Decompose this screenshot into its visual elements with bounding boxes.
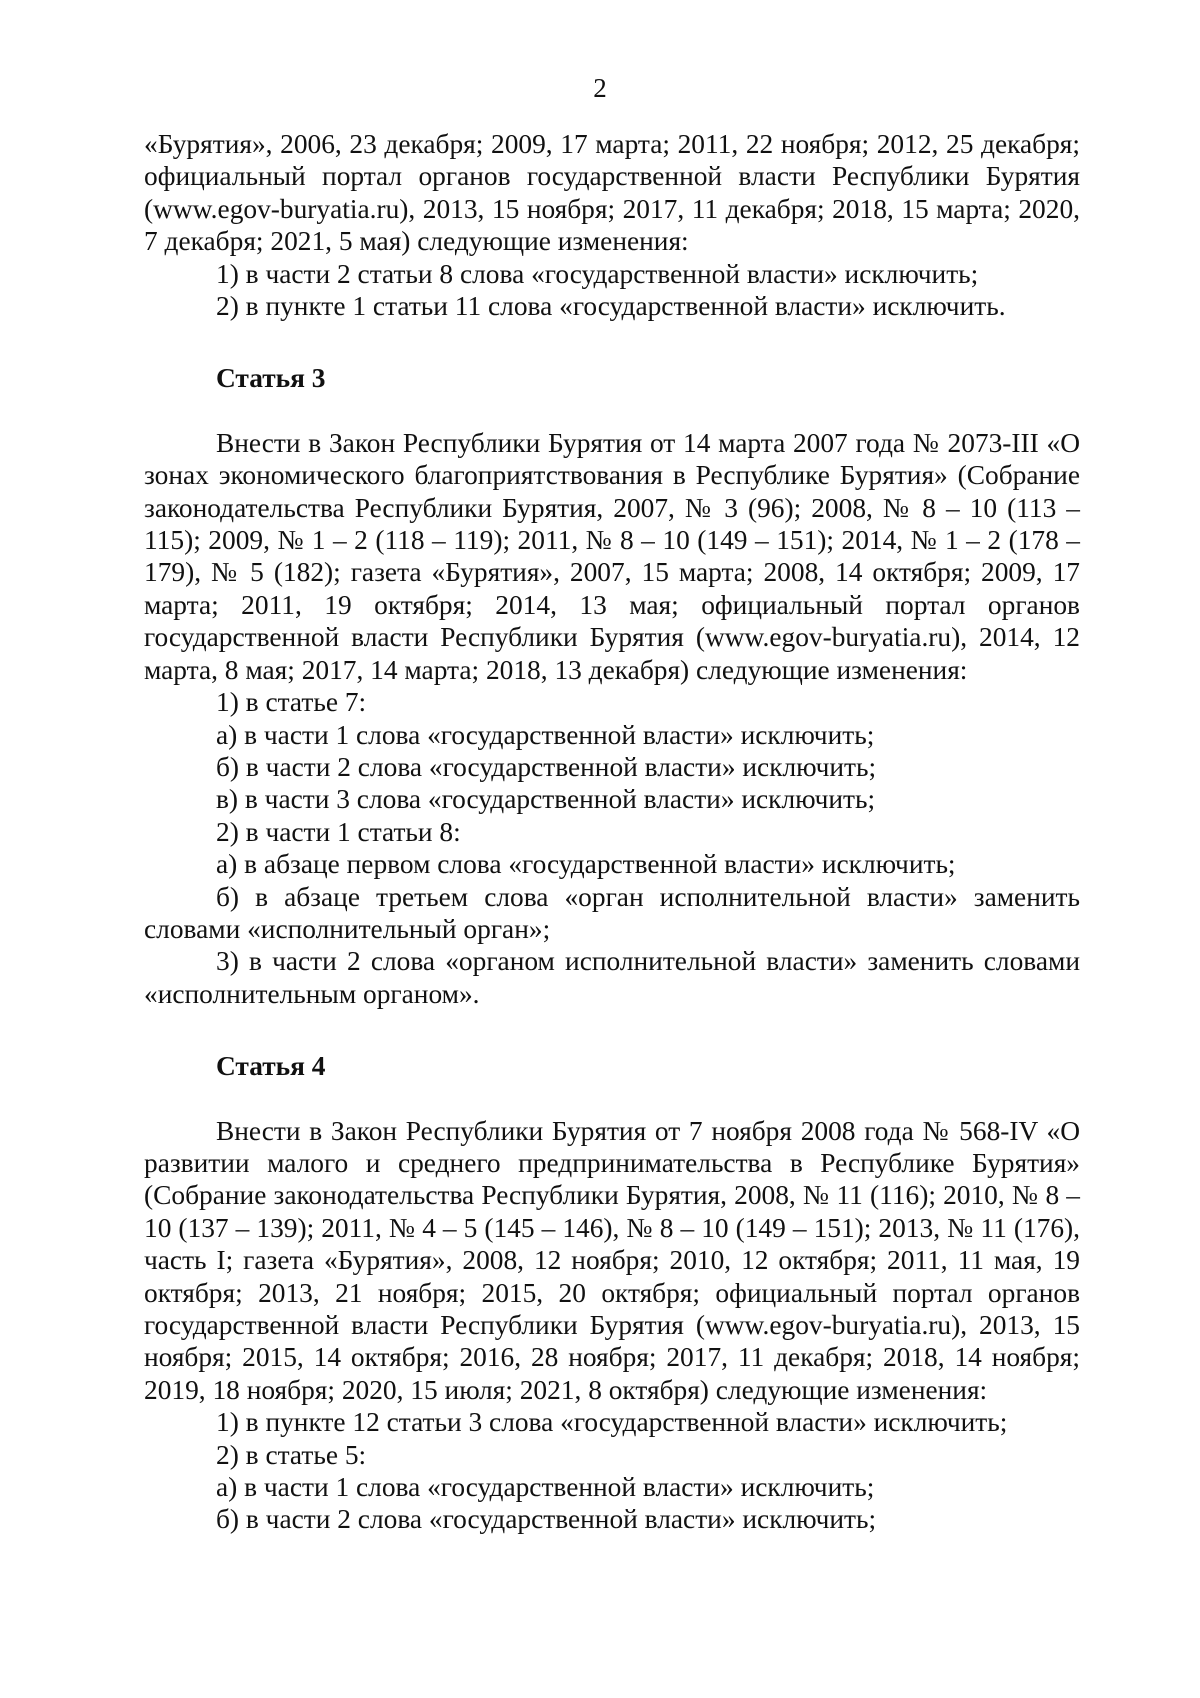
article-3-item: б) в абзаце третьем слова «орган исполнительной власти» заменить словами «исполнительный орган»; xyxy=(144,881,1080,944)
article-3-item: б) в части 2 слова «государственной власти» исключить; xyxy=(216,751,877,782)
article-4-text: Внести в Закон Республики Бурятия от 7 ноября 2008 года № 568-IV «О развитии малого и среднего предпринимательства в Республике Бурятия» (Собрание законодательства Республики Бурятия, 2008, № 11 (116); 2010, № 8 – 10 (137 – 139); 2011, № 4 – 5 (145 – 146), № 8 – 10 (149 – 151); 2013, № 11 (176), часть I; газета «Бурятия», 2008, 12 ноября; 2010, 12 октября; 2011, 11 мая, 19 октября; 2013, 21 ноября; 2015, 20 октября; официальный портал органов государственной власти Республики Бурятия (www.egov-buryatia.ru), 2013, 15 ноября; 2015, 14 октября; 2016, 28 ноября; 2017, 11 декабря; 2018, 14 ноября; 2019, 18 ноября; 2020, 15 июля; 2021, 8 октября) следующие изменения: xyxy=(144,1115,1080,1405)
article-4-item: 1) в пункте 12 статьи 3 слова «государственной власти» исключить; xyxy=(216,1407,1008,1438)
intro-continuation: «Бурятия», 2006, 23 декабря; 2009, 17 марта; 2011, 22 ноября; 2012, 25 декабря; официальный портал органов государственной власти Республики Бурятия (www.egov-buryatia.ru), 2013, 15 ноября; 2017, 11 декабря; 2018, 15 марта; 2020, 7 декабря; 2021, 5 мая) следующие изменения: xyxy=(144,129,1080,257)
article-3-item: 3) в части 2 слова «органом исполнительной власти» заменить словами «исполнительным органом». xyxy=(144,946,1080,1009)
document-body xyxy=(144,128,1080,1536)
article-3-item: 1) в статье 7: xyxy=(216,687,367,718)
article-3-item: 2) в части 1 статьи 8: xyxy=(216,816,461,847)
article-4-item: 2) в статье 5: xyxy=(216,1439,367,1470)
article-3-item: в) в части 3 слова «государственной власти» исключить; xyxy=(216,784,876,815)
article-3-text: Внести в Закон Республики Бурятия от 14 марта 2007 года № 2073-III «О зонах экономического благоприятствования в Республике Бурятия» (Собрание законодательства Республики Бурятия, 2007, № 3 (96); 2008, № 8 – 10 (113 – 115); 2009, № 1 – 2 (118 – 119); 2011, № 8 – 10 (149 – 151); 2014, № 1 – 2 (178 – 179), № 5 (182); газета «Бурятия», 2007, 15 марта; 2008, 14 октября; 2009, 17 марта; 2011, 19 октября; 2014, 13 мая; официальный портал органов государственной власти Республики Бурятия (www.egov-buryatia.ru), 2014, 12 марта, 8 мая; 2017, 14 марта; 2018, 13 декабря) следующие изменения: xyxy=(144,427,1080,685)
article-3-item: а) в абзаце первом слова «государственной власти» исключить; xyxy=(216,849,956,880)
intro-item: 1) в части 2 статьи 8 слова «государственной власти» исключить; xyxy=(216,258,979,289)
page-number: 2 xyxy=(593,73,607,103)
article-4-heading: Статья 4 xyxy=(216,1051,326,1082)
article-4-item: б) в части 2 слова «государственной власти» исключить; xyxy=(216,1504,877,1535)
article-3-heading: Статья 3 xyxy=(216,363,326,394)
article-3-item: а) в части 1 слова «государственной власти» исключить; xyxy=(216,719,875,750)
article-4-item: а) в части 1 слова «государственной власти» исключить; xyxy=(216,1472,875,1503)
intro-item: 2) в пункте 1 статьи 11 слова «государственной власти» исключить. xyxy=(216,291,1006,322)
